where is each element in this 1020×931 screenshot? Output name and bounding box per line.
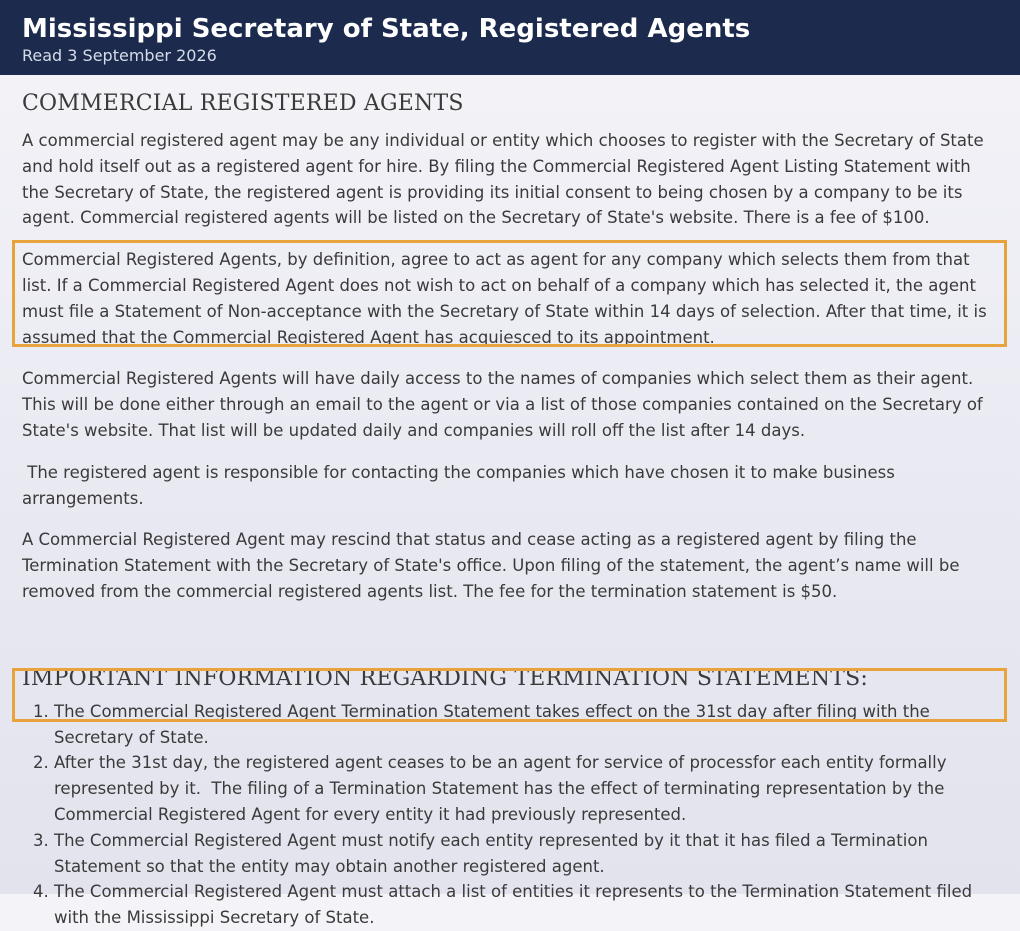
paragraph: Commercial Registered Agents will have daily access to the names of companies which select them as their agent. This will be done either through an email to the agent or via a list of those companies contained on the Secretary of State's website. That list will be updated daily and companies will roll off the list after 14 days. [22, 369, 983, 440]
paragraph: A Commercial Registered Agent may rescind that status and cease acting as a registered agent by filing the Termination Statement with the Secretary of State's office. Upon filing of the statement, the agent’s name will be removed from the commercial registered agents list. The fee for the termination statement is $50. [22, 530, 960, 601]
list-item: 3. The Commercial Registered Agent must notify each entity represented by it that it has filed a Termination Statement so that the entity may obtain another registered agent. [54, 828, 992, 880]
list-item-highlighted: 1. The Commercial Registered Agent Termination Statement takes effect on the 31st day after filing with the Secretary of State. [54, 699, 992, 751]
section-heading-commercial-agents: COMMERCIAL REGISTERED AGENTS [22, 91, 464, 116]
section-heading-termination: IMPORTANT INFORMATION REGARDING TERMINATION STATEMENTS: [22, 665, 869, 691]
termination-list [22, 699, 992, 931]
main-content [22, 90, 992, 931]
list-item: 2. After the 31st day, the registered agent ceases to be an agent for service of processfor each entity formally represented by it. The filing of a Termination Statement has the effect of terminating representation by the Commercial Registered Agent for every entity it had previously represented. [54, 750, 992, 827]
page-header [0, 0, 1020, 75]
paragraph: The registered agent is responsible for contacting the companies which have chosen it to make business arrangements. [22, 462, 901, 508]
paragraph: A commercial registered agent may be any individual or entity which chooses to register with the Secretary of State and hold itself out as a registered agent for hire. By filing the Commercial Registered Agent Listing Statement with the Secretary of State, the registered agent is providing its initial consent to being chosen by a company to be its agent. Commercial registered agents will be listed on the Secretary of State's website. There is a fee of $100. [22, 131, 984, 228]
read-date: Read 3 September 2026 [22, 46, 217, 65]
paragraph-highlighted: Commercial Registered Agents, by definition, agree to act as agent for any company which selects them from that list. If a Commercial Registered Agent does not wish to act on behalf of a company which has selected it, the agent must file a Statement of Non-acceptance with the Secretary of State within 14 days of selection. After that time, it is assumed that the Commercial Registered Agent has acquiesced to its appointment. [22, 250, 987, 347]
page-title: Mississippi Secretary of State, Registered Agents [22, 14, 751, 44]
list-item: 4. The Commercial Registered Agent must attach a list of entities it represents to the Termination Statement filed with the Mississippi Secretary of State. [54, 879, 992, 931]
